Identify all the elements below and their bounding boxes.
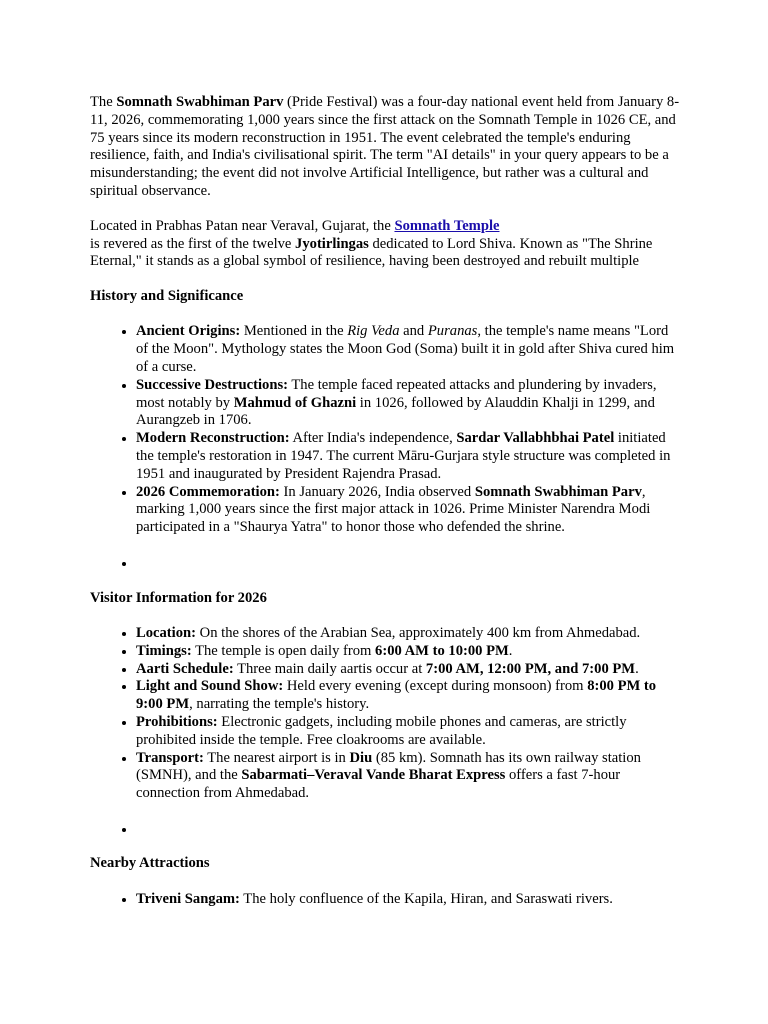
history-heading: History and Significance	[90, 288, 244, 305]
item-text: , narrating the temple's history.	[189, 696, 370, 713]
item-text: Held every evening (except during monsoon) from	[283, 678, 588, 695]
list-item	[136, 323, 682, 376]
item-text: The nearest airport is in	[203, 749, 350, 766]
location-paragraph	[90, 218, 682, 271]
location-text-2: is revered as the first of the twelve	[90, 235, 296, 252]
history-list	[90, 323, 682, 572]
item-text: offers a fast 7-hour connection from Ahmedabad.	[136, 767, 621, 802]
item-bold: Somnath Swabhiman Parv	[474, 483, 642, 500]
item-italic: Rig Veda	[347, 323, 400, 340]
item-text: and	[399, 323, 428, 340]
item-text: The temple faced repeated attacks and plundering by invaders, most notably by	[136, 376, 657, 411]
list-item	[136, 750, 682, 803]
item-text: .	[635, 660, 639, 677]
item-label: Timings:	[136, 642, 192, 659]
list-item	[136, 891, 682, 909]
item-text: Three main daily aartis occur at	[233, 660, 426, 677]
item-bold: Sardar Vallabhbhai Patel	[456, 430, 615, 447]
document-content	[90, 94, 682, 926]
list-item	[136, 430, 682, 483]
item-text: The temple is open daily from	[191, 642, 376, 659]
item-label: Location:	[136, 624, 196, 641]
list-item	[136, 625, 682, 643]
list-item	[136, 661, 682, 679]
item-label: 2026 Commemoration:	[136, 483, 280, 500]
item-label: Prohibitions:	[136, 713, 218, 730]
item-text: The holy confluence of the Kapila, Hiran, and Saraswati rivers.	[239, 890, 613, 907]
nearby-heading: Nearby Attractions	[90, 855, 210, 872]
item-label: Triveni Sangam:	[136, 890, 240, 907]
item-bold: 7:00 AM, 12:00 PM, and 7:00 PM	[425, 660, 636, 677]
location-bold-jyotirlingas: Jyotirlingas	[295, 235, 369, 252]
item-label: Successive Destructions:	[136, 376, 288, 393]
item-text: In January 2026, India observed	[279, 483, 475, 500]
item-label: Modern Reconstruction:	[136, 430, 290, 447]
visitor-list	[90, 625, 682, 839]
intro-text: The	[90, 94, 117, 110]
location-text: Located in Prabhas Patan near Veraval, Gujarat, the	[90, 217, 395, 234]
intro-bold-event-name: Somnath Swabhiman Parv	[116, 94, 284, 110]
item-text: , marking 1,000 years since the first major attack in 1026. Prime Minister Narendra Modi participated in a "Shaurya Yatra" to honor those who defended the shrine.	[136, 483, 651, 536]
somnath-temple-link[interactable]: Somnath Temple	[394, 217, 500, 234]
empty-list-item	[136, 555, 682, 573]
list-item	[136, 643, 682, 661]
item-text: On the shores of the Arabian Sea, approximately 400 km from Ahmedabad.	[196, 624, 641, 641]
item-text: initiated the temple's restoration in 1947. The current Māru-Gurjara style structure was completed in 1951 and inaugurated by President Rajendra Prasad.	[136, 430, 671, 482]
list-item	[136, 714, 682, 750]
item-text: , the temple's name means "Lord of the Moon". Mythology states the Moon God (Soma) built it in gold after Shiva cured him of a curse.	[136, 323, 675, 376]
item-text: Mentioned in the	[240, 323, 348, 340]
list-item	[136, 377, 682, 430]
visitor-heading: Visitor Information for 2026	[90, 589, 267, 606]
location-text-3: dedicated to Lord Shiva. Known as "The Shrine Eternal," it stands as a global symbol of resilience, having been destroyed and rebuilt multiple	[90, 235, 653, 270]
list-item	[136, 484, 682, 537]
intro-text-rest: (Pride Festival) was a four-day national event held from January 8-11, 2026, commemorating 1,000 years since the first attack on the Somnath Temple in 1026 CE, and 75 years since its modern reconstruction in 1951. The event celebrated the temple's enduring resilience, faith, and India's civilisational spirit. The term "AI details" in your query appears to be a misunderstanding; the event did not involve Artificial Intelligence, but rather was a cultural and spiritual observance.	[90, 94, 680, 199]
item-label: Light and Sound Show:	[136, 678, 284, 695]
item-bold: 8:00 PM to 9:00 PM	[136, 678, 657, 713]
item-italic: Puranas	[427, 323, 478, 340]
item-text: .	[508, 642, 513, 659]
item-text: (85 km). Somnath has its own railway station (SMNH), and the	[136, 749, 641, 784]
item-bold: Diu	[349, 749, 373, 766]
item-bold: Mahmud of Ghazni	[233, 394, 357, 411]
item-text: in 1026, followed by Alauddin Khalji in 1299, and Aurangzeb in 1706.	[136, 394, 655, 429]
intro-paragraph	[90, 94, 682, 201]
item-label: Aarti Schedule:	[136, 660, 234, 677]
empty-list-item	[136, 821, 682, 839]
item-label: Ancient Origins:	[136, 323, 241, 340]
item-text: Electronic gadgets, including mobile phones and cameras, are strictly prohibited inside the temple. Free cloakrooms are available.	[136, 713, 627, 748]
nearby-list	[90, 891, 682, 909]
item-bold: 6:00 AM to 10:00 PM	[375, 642, 509, 659]
item-text: After India's independence,	[289, 430, 457, 447]
list-item	[136, 678, 682, 714]
item-label: Transport:	[136, 749, 204, 766]
item-bold: Sabarmati–Veraval Vande Bharat Express	[241, 767, 506, 784]
